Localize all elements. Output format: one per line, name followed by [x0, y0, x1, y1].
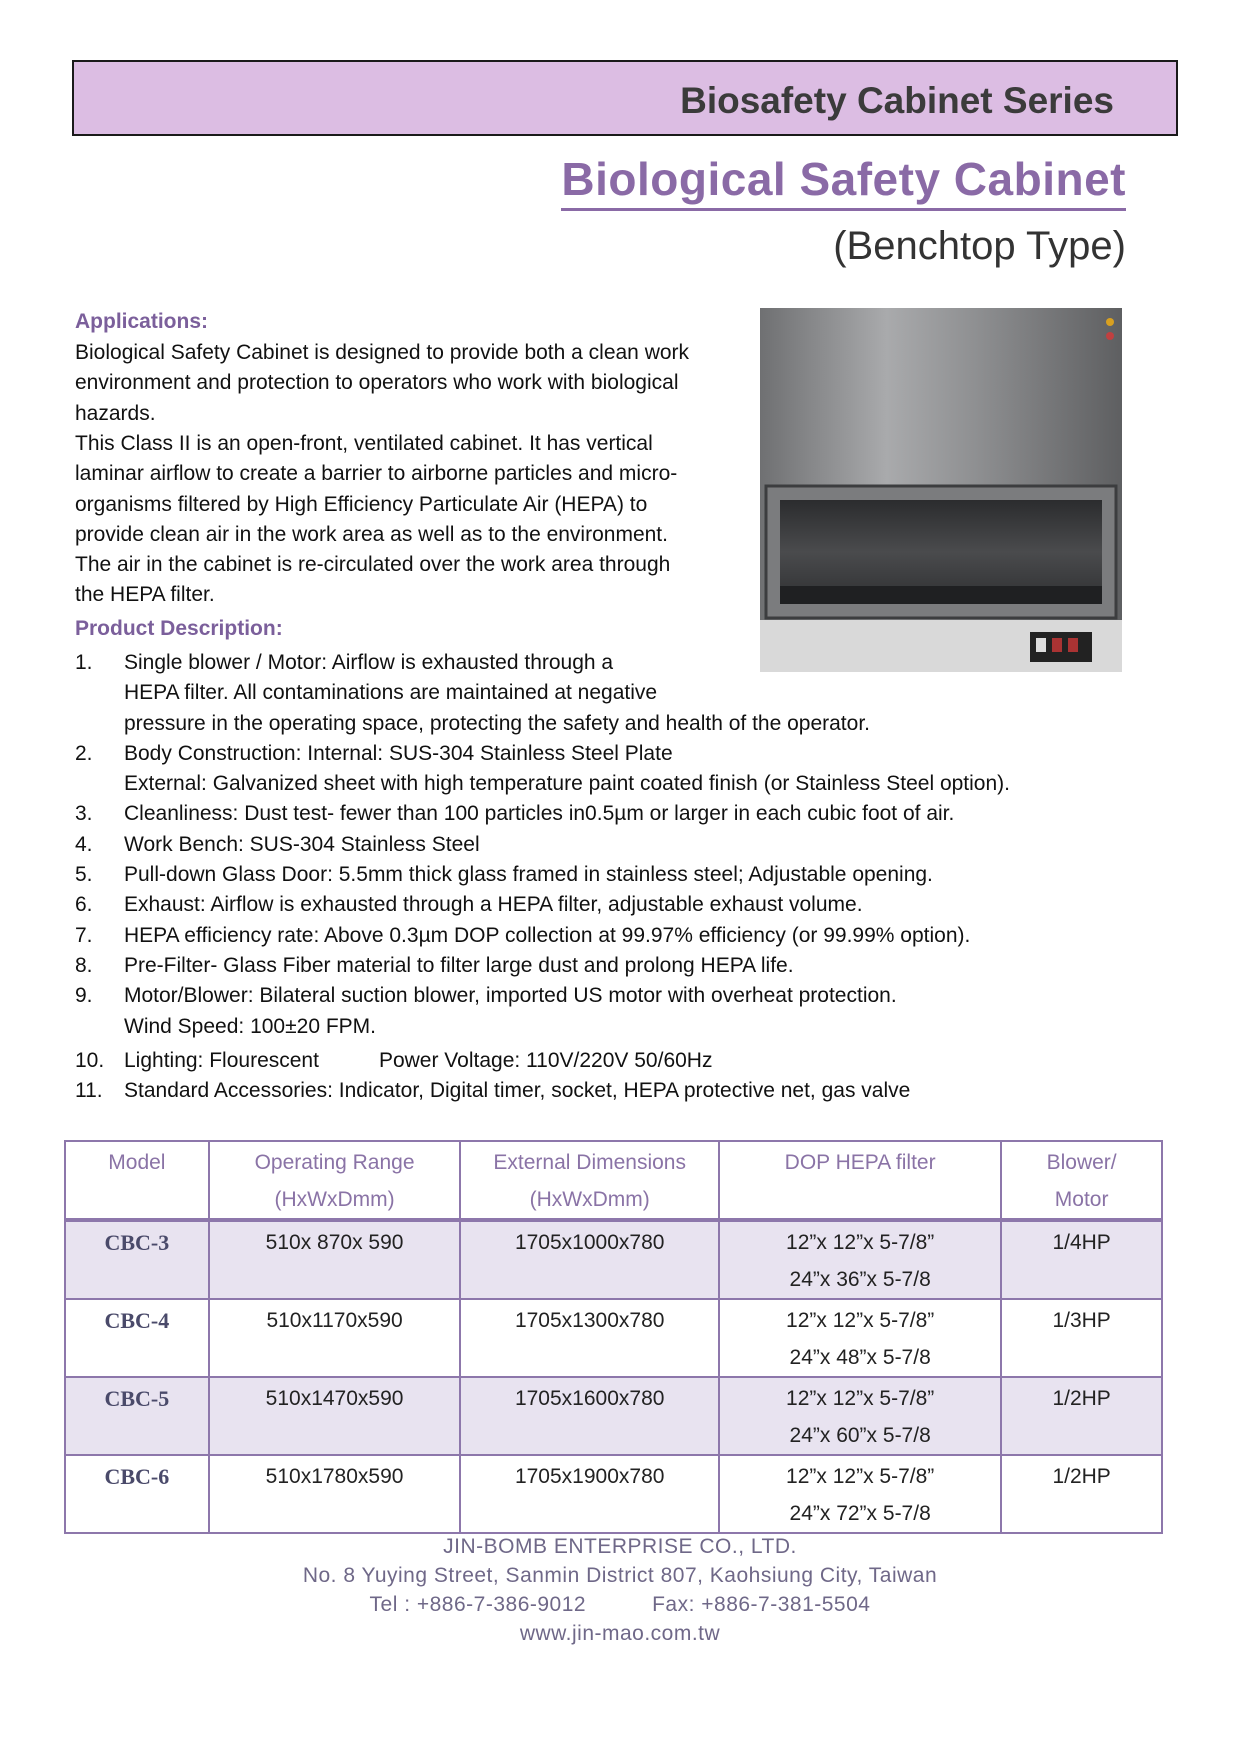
page-title: Biological Safety Cabinet — [561, 150, 1126, 211]
list-item — [75, 830, 1185, 860]
table-row — [65, 1299, 1162, 1377]
column-header-model: Model — [65, 1141, 209, 1220]
list-line: Motor/Blower: Bilateral suction blower, imported US motor with overheat protection. — [124, 984, 897, 1008]
motor-cell: 1/2HP — [1001, 1455, 1162, 1533]
list-number: 6. — [75, 893, 93, 917]
list-line: Work Bench: SUS-304 Stainless Steel — [124, 832, 480, 856]
filter-cell: 12”x 12”x 5-7/8” 24”x 36”x 5-7/8 — [719, 1220, 1001, 1299]
footer-tel: Tel : +886-7-386-9012 — [369, 1593, 587, 1616]
series-title: Biosafety Cabinet Series — [680, 80, 1114, 121]
list-number: 10. — [75, 1048, 105, 1072]
operating-range-cell: 510x1780x590 — [209, 1455, 461, 1533]
filter-cell: 12”x 12”x 5-7/8” 24”x 48”x 5-7/8 — [719, 1299, 1001, 1377]
applications-paragraph-1: Biological Safety Cabinet is designed to provide both a clean work environment and protection to operators who work with biological hazards. — [75, 341, 690, 425]
operating-range-cell: 510x1470x590 — [209, 1377, 461, 1455]
list-number: 11. — [75, 1079, 103, 1103]
model-cell: CBC-5 — [65, 1377, 209, 1455]
list-line: HEPA filter. All contaminations are maintained at negative — [124, 681, 658, 705]
column-header-operating-range: Operating Range (HxWxDmm) — [209, 1141, 461, 1220]
product-description-heading: Product Description: — [75, 617, 283, 640]
external-dimensions-cell: 1705x1300x780 — [460, 1299, 719, 1377]
list-line: Exhaust: Airflow is exhausted through a HEPA filter, adjustable exhaust volume. — [124, 893, 863, 917]
footer-contact — [0, 1590, 1240, 1619]
footer-fax: Fax: +886-7-381-5504 — [652, 1593, 871, 1616]
list-item — [75, 951, 1185, 981]
list-item — [75, 1076, 1185, 1106]
list-number: 7. — [75, 923, 93, 947]
list-line: Wind Speed: 100±20 FPM. — [124, 1014, 376, 1038]
list-item — [75, 921, 1185, 951]
list-item — [75, 1046, 1185, 1076]
page-subtitle: (Benchtop Type) — [833, 224, 1126, 268]
list-number: 2. — [75, 741, 93, 765]
motor-cell: 1/4HP — [1001, 1220, 1162, 1299]
list-line: HEPA efficiency rate: Above 0.3µm DOP collection at 99.97% efficiency (or 99.99% option). — [124, 923, 971, 947]
list-number: 5. — [75, 863, 93, 887]
footer-website[interactable]: www.jin-mao.com.tw — [519, 1622, 721, 1645]
list-item — [75, 860, 1185, 890]
list-number: 1. — [75, 651, 93, 674]
spec-table — [64, 1140, 1163, 1534]
list-number: 9. — [75, 984, 93, 1008]
table-row — [65, 1455, 1162, 1533]
operating-range-cell: 510x1170x590 — [209, 1299, 461, 1377]
column-header-external-dimensions: External Dimensions (HxWxDmm) — [460, 1141, 719, 1220]
list-item — [75, 799, 1185, 829]
external-dimensions-cell: 1705x1900x780 — [460, 1455, 719, 1533]
applications-heading: Applications: — [75, 310, 209, 333]
list-number: 4. — [75, 832, 93, 856]
filter-cell: 12”x 12”x 5-7/8” 24”x 60”x 5-7/8 — [719, 1377, 1001, 1455]
list-line: pressure in the operating space, protecting the safety and health of the operator. — [124, 711, 870, 735]
list-number: 3. — [75, 802, 93, 826]
footer-company: JIN-BOMB ENTERPRISE CO., LTD. — [443, 1535, 797, 1558]
motor-cell: 1/2HP — [1001, 1377, 1162, 1455]
footer-address: No. 8 Yuying Street, Sanmin District 807, Kaohsiung City, Taiwan — [302, 1564, 938, 1587]
lighting-spec: Lighting: Flourescent — [124, 1048, 319, 1072]
list-item — [75, 739, 1185, 800]
applications-paragraph-2: This Class II is an open-front, ventilated cabinet. It has vertical laminar airflow to create a barrier to airborne particles and micro-organisms filtered by High Efficiency Particulate Air (HEPA) to provide clean air in the work area as well as to the environment. The air in the cabinet is re-circulated over the work area through the HEPA filter. — [75, 432, 678, 607]
list-item — [75, 981, 1185, 1042]
list-line: Single blower / Motor: Airflow is exhausted through a — [124, 651, 614, 674]
list-line: Body Construction: Internal: SUS-304 Stainless Steel Plate — [124, 741, 673, 765]
product-description-list — [75, 648, 1185, 1106]
list-item — [75, 648, 1185, 739]
list-item — [75, 890, 1185, 920]
list-line: Cleanliness: Dust test- fewer than 100 particles in0.5µm or larger in each cubic foot of air. — [124, 802, 955, 826]
external-dimensions-cell: 1705x1000x780 — [460, 1220, 719, 1299]
motor-cell: 1/3HP — [1001, 1299, 1162, 1377]
column-header-dop-hepa-filter: DOP HEPA filter — [719, 1141, 1001, 1220]
list-number: 8. — [75, 953, 93, 977]
list-line: Pull-down Glass Door: 5.5mm thick glass framed in stainless steel; Adjustable opening. — [124, 863, 933, 887]
filter-cell: 12”x 12”x 5-7/8” 24”x 72”x 5-7/8 — [719, 1455, 1001, 1533]
table-row — [65, 1377, 1162, 1455]
voltage-spec: Power Voltage: 110V/220V 50/60Hz — [378, 1048, 713, 1072]
series-banner — [72, 60, 1178, 136]
biosafety-cabinet-photo — [758, 306, 1124, 674]
list-line: External: Galvanized sheet with high temperature paint coated finish (or Stainless Steel option). — [124, 772, 1010, 796]
column-header-blower-motor: Blower/ Motor — [1001, 1141, 1162, 1220]
table-row — [65, 1220, 1162, 1299]
operating-range-cell: 510x 870x 590 — [209, 1220, 461, 1299]
model-cell: CBC-6 — [65, 1455, 209, 1533]
table-header-row — [65, 1141, 1162, 1220]
list-line: Pre-Filter- Glass Fiber material to filter large dust and prolong HEPA life. — [124, 953, 794, 977]
model-cell: CBC-4 — [65, 1299, 209, 1377]
list-line: Standard Accessories: Indicator, Digital timer, socket, HEPA protective net, gas valve — [124, 1079, 911, 1103]
model-cell: CBC-3 — [65, 1220, 209, 1299]
external-dimensions-cell: 1705x1600x780 — [460, 1377, 719, 1455]
